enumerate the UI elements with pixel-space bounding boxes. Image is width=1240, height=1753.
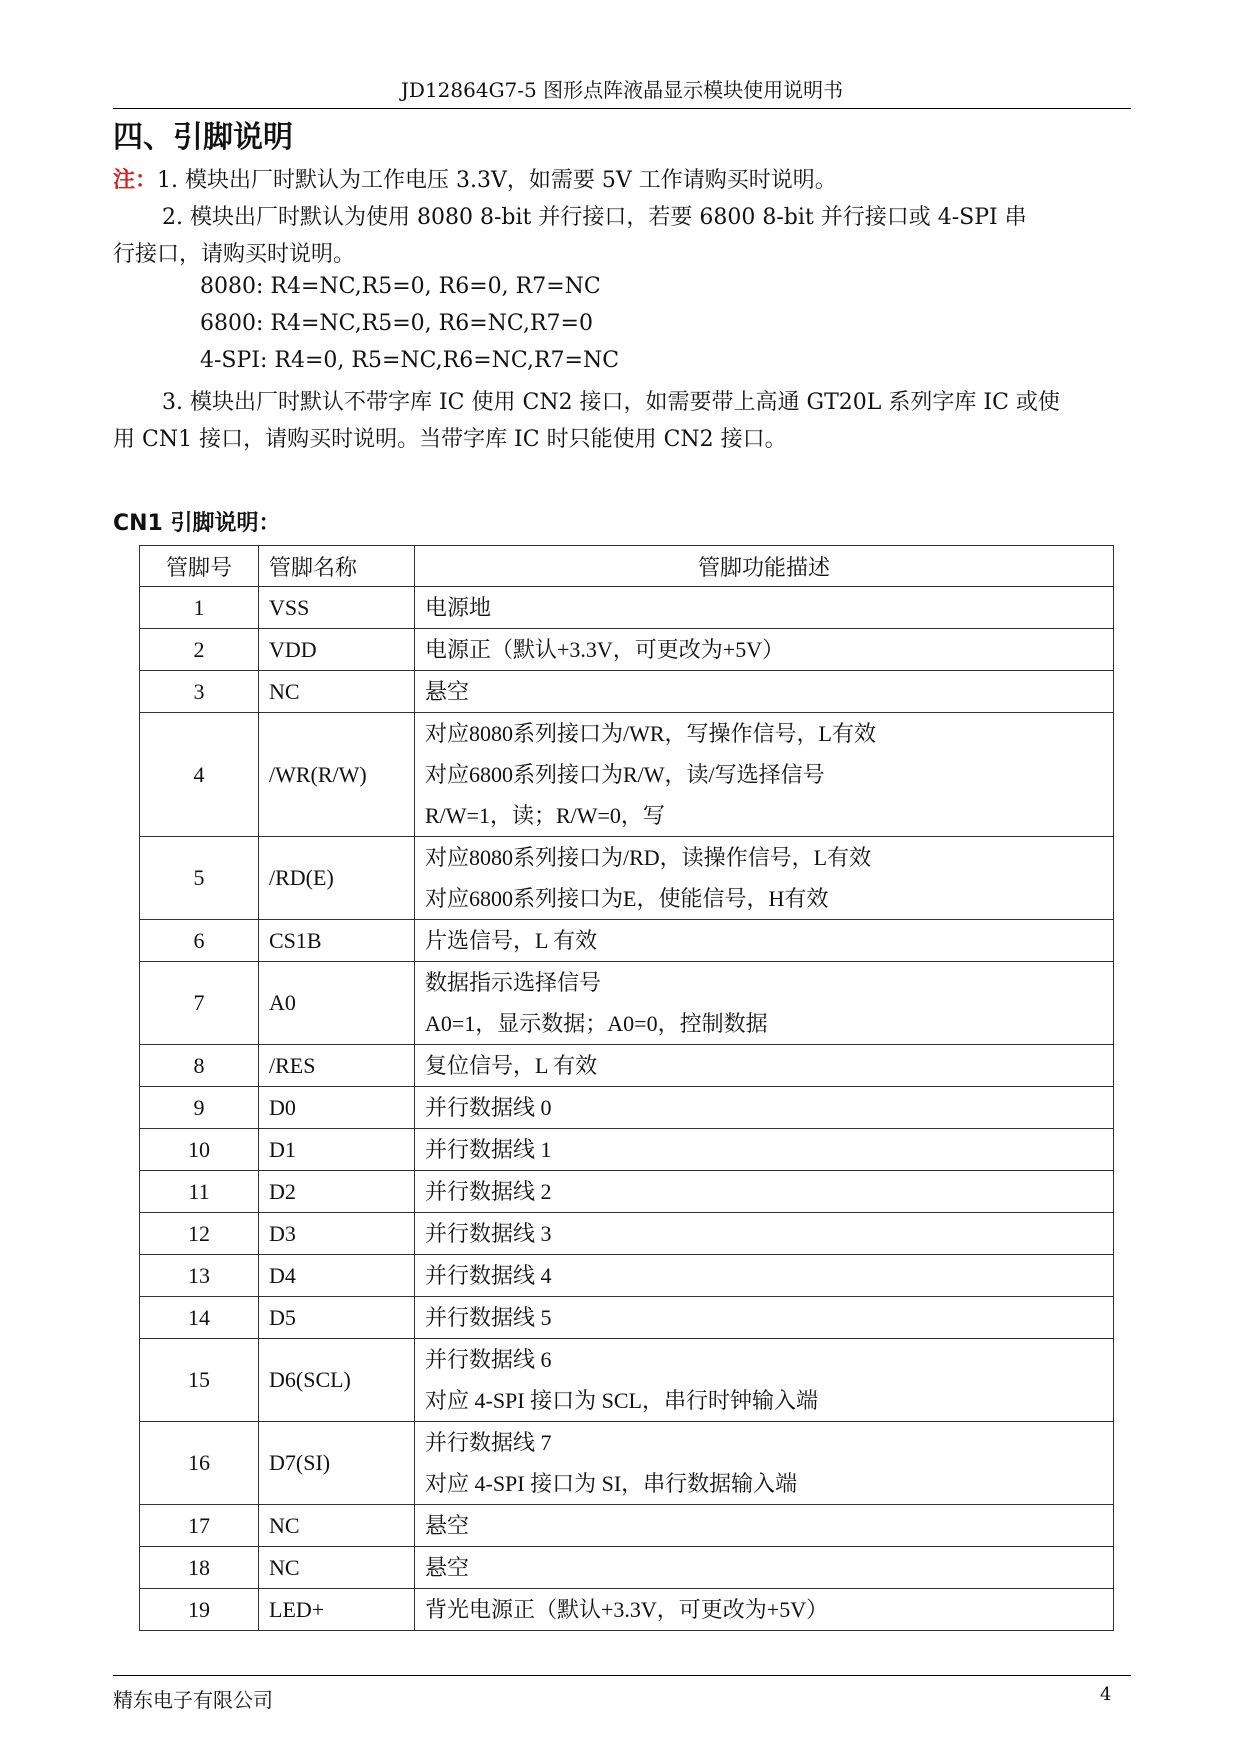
header-pin-name: 管脚名称: [259, 546, 415, 587]
pin-name: VSS: [259, 587, 415, 629]
pin-number: 10: [140, 1129, 259, 1171]
pin-name: D2: [259, 1171, 415, 1213]
pin-description-line: R/W=1，读；R/W=0，写: [425, 803, 665, 828]
pin-description-line: 对应6800系列接口为E，使能信号，H有效: [425, 886, 829, 911]
table-row: [140, 920, 1114, 962]
pin-description: [415, 920, 1114, 962]
pin-description: [415, 962, 1114, 1045]
table-row: [140, 1589, 1114, 1631]
section-title: 四、引脚说明: [113, 120, 293, 155]
pin-description: [415, 1589, 1114, 1631]
pin-description: [415, 1129, 1114, 1171]
pin-name: D5: [259, 1297, 415, 1339]
table-row: [140, 962, 1114, 1045]
document-header: JD12864G7-5 图形点阵液晶显示模块使用说明书: [400, 78, 844, 102]
pin-description: [415, 1213, 1114, 1255]
pin-description: [415, 1045, 1114, 1087]
pin-description-line: 并行数据线 6: [425, 1347, 552, 1372]
pin-description: [415, 837, 1114, 920]
header-rule: [113, 108, 1131, 109]
footer-page-number: 4: [1100, 1684, 1112, 1705]
note-1: [113, 163, 837, 194]
table-row: [140, 1171, 1114, 1213]
pin-number: 7: [140, 962, 259, 1045]
pin-name: A0: [259, 962, 415, 1045]
pin-description-line: 悬空: [425, 1513, 470, 1538]
pin-number: 2: [140, 629, 259, 671]
pin-number: 6: [140, 920, 259, 962]
table-row: [140, 1213, 1114, 1255]
table-row: [140, 1255, 1114, 1297]
pin-description: [415, 1255, 1114, 1297]
pin-description: [415, 1339, 1114, 1422]
pin-description-line: 并行数据线 4: [425, 1263, 552, 1288]
pin-number: 15: [140, 1339, 259, 1422]
config-8080: 8080: R4=NC,R5=0, R6=0, R7=NC: [200, 274, 601, 299]
header-pin-description: 管脚功能描述: [415, 546, 1114, 587]
pin-name: D3: [259, 1213, 415, 1255]
pin-description-line: 对应8080系列接口为/RD，读操作信号，L有效: [425, 845, 872, 870]
pin-name: D0: [259, 1087, 415, 1129]
pin-name: D7(SI): [259, 1422, 415, 1505]
pin-description-line: 电源正（默认+3.3V，可更改为+5V）: [425, 637, 785, 662]
pin-description-line: 悬空: [425, 1555, 470, 1580]
pin-number: 11: [140, 1171, 259, 1213]
pin-name: /RES: [259, 1045, 415, 1087]
pin-description-line: 数据指示选择信号: [425, 970, 602, 995]
footer-rule: [113, 1675, 1131, 1676]
note-label: 注：: [113, 168, 158, 193]
pin-description-line: 并行数据线 7: [425, 1430, 552, 1455]
table-row: [140, 1339, 1114, 1422]
pin-description: [415, 1547, 1114, 1589]
pin-number: 12: [140, 1213, 259, 1255]
pin-name: CS1B: [259, 920, 415, 962]
pin-number: 1: [140, 587, 259, 629]
pin-number: 8: [140, 1045, 259, 1087]
pin-description: [415, 1505, 1114, 1547]
pin-description-line: 并行数据线 3: [425, 1221, 552, 1246]
pin-number: 5: [140, 837, 259, 920]
pin-number: 18: [140, 1547, 259, 1589]
pin-name: D1: [259, 1129, 415, 1171]
pin-description-line: A0=1，显示数据；A0=0，控制数据: [425, 1011, 768, 1036]
config-4spi: 4-SPI: R4=0, R5=NC,R6=NC,R7=NC: [200, 348, 620, 373]
pin-description-line: 对应8080系列接口为/WR，写操作信号，L有效: [425, 721, 876, 746]
pin-description-line: 并行数据线 5: [425, 1305, 552, 1330]
pin-description-line: 并行数据线 1: [425, 1137, 552, 1162]
pin-name: NC: [259, 1505, 415, 1547]
table-row: [140, 1547, 1114, 1589]
pin-description: [415, 1297, 1114, 1339]
pin-description: [415, 1422, 1114, 1505]
pin-description-line: 对应 4-SPI 接口为 SI，串行数据输入端: [425, 1471, 798, 1496]
pin-name: /WR(R/W): [259, 713, 415, 837]
pin-number: 13: [140, 1255, 259, 1297]
pin-description-line: 对应 4-SPI 接口为 SCL，串行时钟输入端: [425, 1388, 818, 1413]
pin-name: NC: [259, 1547, 415, 1589]
table-row: [140, 671, 1114, 713]
pin-description-line: 对应6800系列接口为R/W，读/写选择信号: [425, 762, 825, 787]
table-row: [140, 1297, 1114, 1339]
pin-description-line: 并行数据线 2: [425, 1179, 552, 1204]
pin-description-line: 并行数据线 0: [425, 1095, 552, 1120]
pin-name: /RD(E): [259, 837, 415, 920]
pin-description-line: 悬空: [425, 679, 470, 704]
table-body: [140, 587, 1114, 1631]
pin-description: [415, 1087, 1114, 1129]
table-header-row: [140, 546, 1114, 587]
pin-description-line: 背光电源正（默认+3.3V，可更改为+5V）: [425, 1597, 829, 1622]
table-row: [140, 1422, 1114, 1505]
config-6800: 6800: R4=NC,R5=0, R6=NC,R7=0: [200, 311, 593, 336]
table-row: [140, 1505, 1114, 1547]
note-3-line-1: 3. 模块出厂时默认不带字库 IC 使用 CN2 接口，如需要带上高通 GT20L 系列字库 IC 或使: [162, 390, 1060, 415]
pin-name: D6(SCL): [259, 1339, 415, 1422]
pin-description-line: 片选信号，L 有效: [425, 928, 598, 953]
table-row: [140, 1087, 1114, 1129]
pin-number: 19: [140, 1589, 259, 1631]
pin-name: NC: [259, 671, 415, 713]
pin-description: [415, 671, 1114, 713]
cn1-pin-table: [139, 545, 1114, 1631]
pin-number: 16: [140, 1422, 259, 1505]
table-row: [140, 587, 1114, 629]
pin-description: [415, 1171, 1114, 1213]
pin-number: 17: [140, 1505, 259, 1547]
note-2-line-2: 行接口，请购买时说明。: [113, 242, 356, 267]
table-row: [140, 629, 1114, 671]
note-1-text: 1. 模块出厂时默认为工作电压 3.3V，如需要 5V 工作请购买时说明。: [157, 168, 837, 193]
header-pin-number: 管脚号: [140, 546, 259, 587]
pin-description-line: 复位信号，L 有效: [425, 1053, 598, 1078]
pin-name: LED+: [259, 1589, 415, 1631]
pin-number: 3: [140, 671, 259, 713]
pin-number: 9: [140, 1087, 259, 1129]
table-row: [140, 1129, 1114, 1171]
pin-name: VDD: [259, 629, 415, 671]
table-row: [140, 837, 1114, 920]
pin-name: D4: [259, 1255, 415, 1297]
pin-description: [415, 629, 1114, 671]
pin-description: [415, 713, 1114, 837]
footer-company: 精东电子有限公司: [113, 1688, 273, 1712]
note-3-line-2: 用 CN1 接口，请购买时说明。当带字库 IC 时只能使用 CN2 接口。: [113, 427, 787, 452]
note-2-line-1: 2. 模块出厂时默认为使用 8080 8-bit 并行接口，若要 6800 8-bit 并行接口或 4-SPI 串: [162, 205, 1027, 230]
pin-number: 4: [140, 713, 259, 837]
pin-description-line: 电源地: [425, 595, 492, 620]
table-row: [140, 713, 1114, 837]
cn1-title: CN1 引脚说明：: [113, 511, 281, 536]
table-row: [140, 1045, 1114, 1087]
pin-description: [415, 587, 1114, 629]
pin-number: 14: [140, 1297, 259, 1339]
